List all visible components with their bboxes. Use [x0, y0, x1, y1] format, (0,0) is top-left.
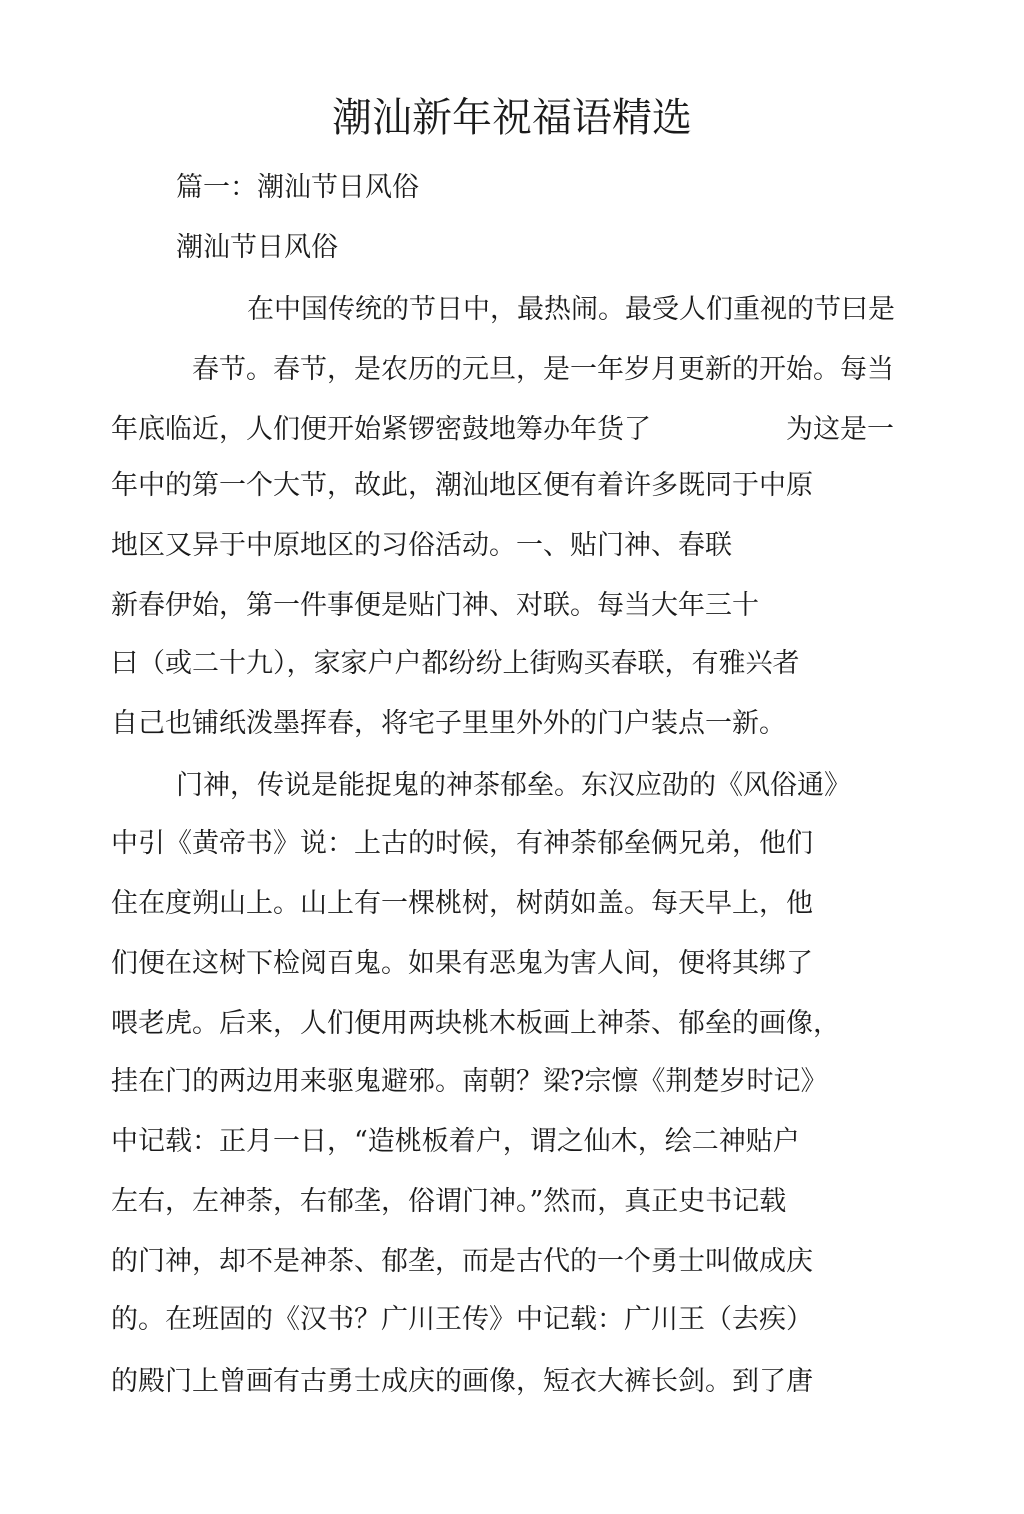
- paragraph-line: 的殿门上曾画有古勇士成庆的画像，短衣大裤长剑。到了唐: [111, 1366, 813, 1397]
- section-heading: 潮汕节日风俗: [176, 232, 338, 263]
- paragraph-line: 住在度朔山上。山上有一棵桃树，树荫如盖。每天早上，他: [111, 888, 813, 919]
- paragraph-line: 挂在门的两边用来驱鬼避邪。南朝？梁?宗懔《荆楚岁时记》: [111, 1066, 828, 1097]
- paragraph-line: 曰（或二十九），家家户户都纷纷上街购买春联，有雅兴者: [111, 648, 800, 679]
- paragraph-line: 门神，传说是能捉鬼的神茶郁垒。东汉应劭的《风俗通》: [176, 770, 851, 801]
- paragraph-line: 在中国传统的节日中，最热闹。最受人们重视的节曰是: [247, 294, 895, 325]
- paragraph-line: 左右，左神荼，右郁垄，俗谓门神。”然而，真正史书记载: [111, 1186, 787, 1217]
- paragraph-line: 们便在这树下检阅百鬼。如果有恶鬼为害人间，便将其绑了: [111, 948, 813, 979]
- paragraph-line: 地区又异于中原地区的习俗活动。一、贴门神、春联: [111, 530, 732, 561]
- paragraph-line: 喂老虎。后来，人们便用两块桃木板画上神荼、郁垒的画像，: [111, 1008, 840, 1039]
- article-heading: 篇一：潮汕节日风俗: [176, 172, 419, 203]
- paragraph-line: 中引《黄帝书》说：上古的时候，有神荼郁垒俩兄弟，他们: [111, 828, 813, 859]
- paragraph-line: 新春伊始，第一件事便是贴门神、对联。每当大年三十: [111, 590, 759, 621]
- paragraph-line: 的门神，却不是神茶、郁垄，而是古代的一个勇士叫做成庆: [111, 1246, 813, 1277]
- paragraph-line: 年中的第一个大节，故此，潮汕地区便有着许多既同于中原: [111, 470, 813, 501]
- document-title: 潮汕新年祝福语精选: [332, 95, 692, 141]
- paragraph-line: 为这是一: [786, 414, 894, 445]
- paragraph-line: 中记载：正月一日，“造桃板着户，谓之仙木，绘二神贴户: [111, 1126, 800, 1157]
- paragraph-line: 年底临近，人们便开始紧锣密鼓地筹办年货了: [111, 414, 651, 445]
- paragraph-line: 自己也铺纸泼墨挥春，将宅子里里外外的门户装点一新。: [111, 708, 786, 739]
- paragraph-line: 的。在班固的《汉书？广川王传》中记载：广川王（去疾）: [111, 1304, 813, 1335]
- paragraph-line: 春节。春节，是农历的元旦，是一年岁月更新的开始。每当: [192, 354, 894, 385]
